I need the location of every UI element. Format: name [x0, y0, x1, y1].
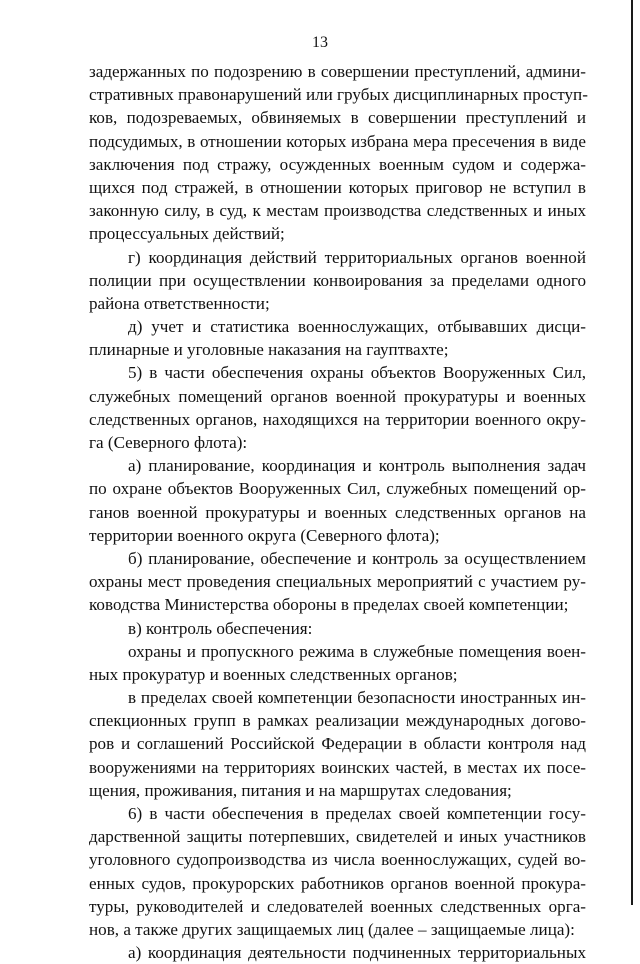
text-line: спекционных групп в рамках реализации международных догово-	[89, 711, 586, 731]
text-line: охраны мест проведения специальных мероприятий с участием ру-	[89, 572, 586, 592]
text-line: задержанных по подозрению в совершении преступлений, админи-	[89, 62, 586, 81]
text-line: по охране объектов Вооруженных Сил, служебных помещений ор-	[89, 479, 586, 499]
text-line: щения, проживания, питания и на маршрутах следования;	[89, 780, 512, 800]
text-line: следственных органов, находящихся на территории военного окру-	[89, 409, 586, 429]
text-line: полиции при осуществлении конвоирования за пределами одного	[89, 270, 586, 290]
text-line: охраны и пропускного режима в служебные помещения воен-	[128, 641, 586, 661]
text-line: га (Северного флота):	[89, 433, 248, 452]
text-line: уголовного судопроизводства из числа военнослужащих, судей во-	[89, 850, 586, 870]
text-line: ных прокуратур и военных следственных органов;	[89, 664, 458, 684]
text-line: территории военного округа (Северного флота);	[89, 525, 440, 545]
text-line: в) контроль обеспечения:	[128, 618, 313, 638]
text-line: процессуальных действий;	[89, 224, 285, 244]
text-line: стративных правонарушений или грубых дисциплинарных проступ-	[89, 85, 588, 105]
text-line: служебных помещений органов военной прокуратуры и военных	[89, 386, 586, 406]
text-line: щихся под стражей, в отношении которых приговор не вступил в	[89, 177, 586, 197]
text-line: а) планирование, координация и контроль выполнения задач	[128, 456, 586, 476]
text-line: енных судов, прокурорских работников органов военной прокура-	[89, 873, 586, 893]
page-edge-line	[631, 0, 633, 905]
text-line: 5) в части обеспечения охраны объектов Вооруженных Сил,	[128, 363, 586, 383]
text-line: подсудимых, в отношении которых избрана мера пресечения в виде	[89, 131, 586, 151]
text-line: 6) в части обеспечения в пределах своей компетенции госу-	[128, 804, 586, 823]
text-line: ков, подозреваемых, обвиняемых в совершении преступлений и	[89, 108, 586, 128]
text-line: д) учет и статистика военнослужащих, отбывавших дисци-	[128, 317, 586, 337]
text-line: дарственной защиты потерпевших, свидетелей и иных участников	[89, 827, 586, 847]
page-number: 13	[312, 34, 328, 51]
text-line: вооружениями на территориях воинских частей, в местах их посе-	[89, 757, 586, 777]
text-line: в пределах своей компетенции безопасности иностранных ин-	[128, 688, 586, 708]
text-line: ководства Министерства обороны в пределах своей компетенции;	[89, 595, 569, 615]
text-line: законную силу, в суд, к местам производства следственных и иных	[89, 201, 586, 221]
text-line: заключения под стражу, осужденных военным судом и содержа-	[89, 154, 586, 174]
text-line: нов, а также других защищаемых лиц (далее – защищаемые лица):	[89, 919, 575, 939]
text-line: г) координация действий территориальных органов военной	[128, 247, 586, 267]
text-line: плинарные и уголовные наказания на гауптвахте;	[89, 340, 449, 360]
text-line: б) планирование, обеспечение и контроль за осуществлением	[128, 548, 586, 568]
text-line: ганов военной прокуратуры и военных следственных органов на	[89, 502, 586, 522]
document-body	[89, 60, 586, 964]
text-line: района ответственности;	[89, 293, 270, 313]
text-line: ров и соглашений Российской Федерации в области контроля над	[89, 734, 586, 754]
text-line: а) координация деятельности подчиненных территориальных	[128, 943, 586, 963]
text-line: туры, руководителей и следователей военных следственных орга-	[89, 896, 586, 916]
